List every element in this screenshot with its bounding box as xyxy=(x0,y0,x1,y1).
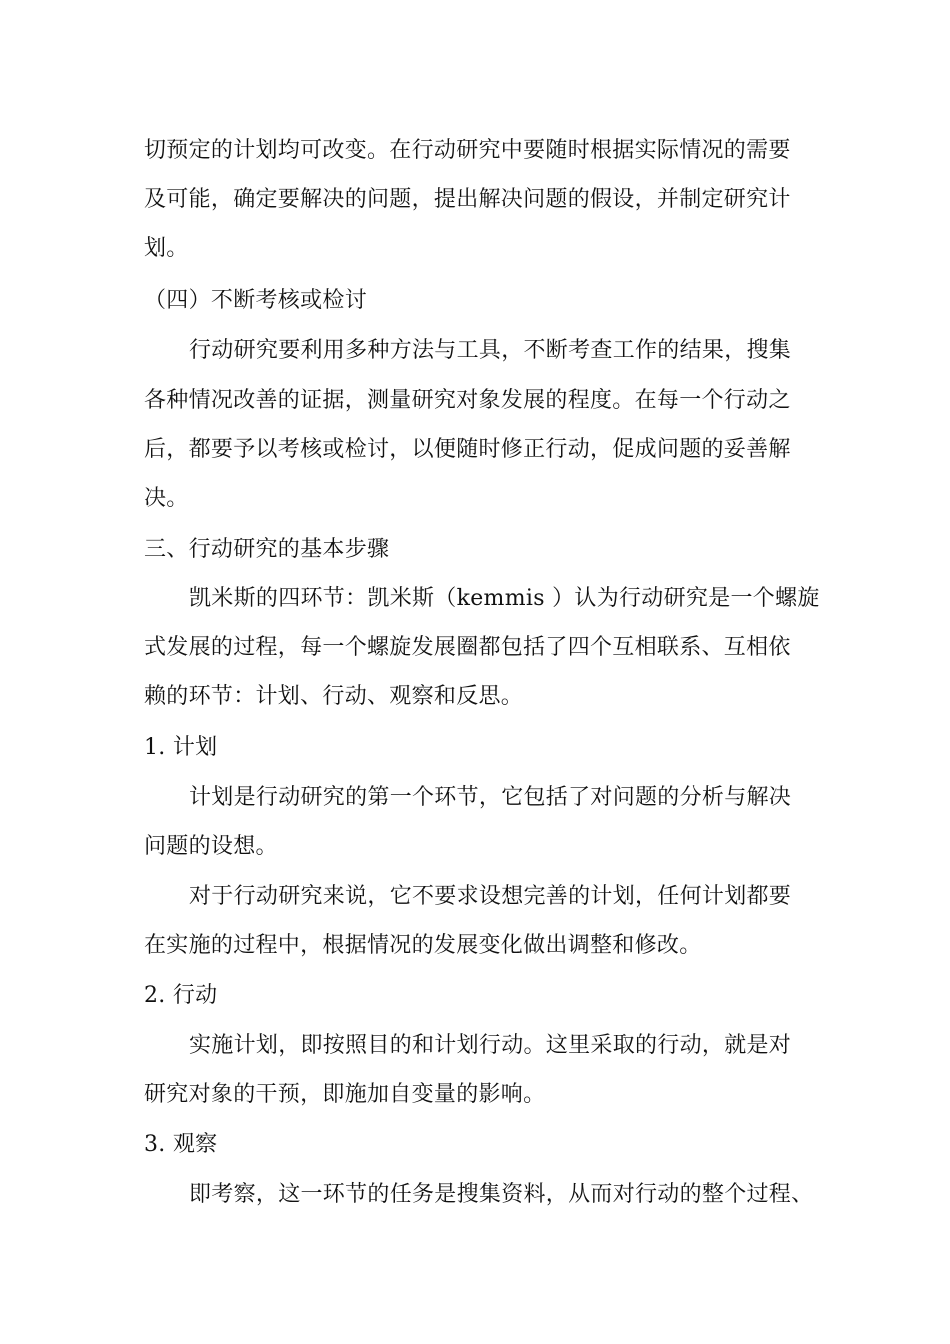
paragraph-line: 切预定的计划均可改变。在行动研究中要随时根据实际情况的需要 xyxy=(144,138,791,163)
paragraph-line: 赖的环节：计划、行动、观察和反思。 xyxy=(144,684,524,709)
section-heading: 1. 计划 xyxy=(144,735,218,760)
paragraph-line: 划。 xyxy=(144,236,189,261)
paragraph-line: 问题的设想。 xyxy=(144,834,278,859)
paragraph-line: 行动研究要利用多种方法与工具，不断考查工作的结果，搜集 xyxy=(189,338,792,363)
paragraph-line: 后，都要予以考核或检讨，以便随时修正行动，促成问题的妥善解 xyxy=(144,437,791,462)
paragraph-line: 计划是行动研究的第一个环节，它包括了对问题的分析与解决 xyxy=(189,785,792,810)
paragraph-line: 对于行动研究来说，它不要求设想完善的计划，任何计划都要 xyxy=(189,884,792,909)
section-heading: 2. 行动 xyxy=(144,983,218,1008)
paragraph-line: 即考察，这一环节的任务是搜集资料，从而对行动的整个过程、 xyxy=(189,1182,814,1207)
paragraph-line: 各种情况改善的证据，测量研究对象发展的程度。在每一个行动之 xyxy=(144,388,791,413)
paragraph-line: 凯米斯的四环节：凯米斯（kemmis ）认为行动研究是一个螺旋 xyxy=(189,586,820,611)
section-heading: 三、行动研究的基本步骤 xyxy=(144,537,390,562)
paragraph-line: 决。 xyxy=(144,486,189,511)
paragraph-line: 式发展的过程，每一个螺旋发展圈都包括了四个互相联系、互相依 xyxy=(144,635,791,660)
paragraph-line: 在实施的过程中，根据情况的发展变化做出调整和修改。 xyxy=(144,933,702,958)
paragraph-line: 及可能，确定要解决的问题，提出解决问题的假设，并制定研究计 xyxy=(144,187,791,212)
section-heading: 3. 观察 xyxy=(144,1132,218,1157)
section-heading: （四）不断考核或检讨 xyxy=(144,288,368,313)
paragraph-line: 实施计划，即按照目的和计划行动。这里采取的行动，就是对 xyxy=(189,1033,792,1058)
paragraph-line: 研究对象的干预，即施加自变量的影响。 xyxy=(144,1082,546,1107)
